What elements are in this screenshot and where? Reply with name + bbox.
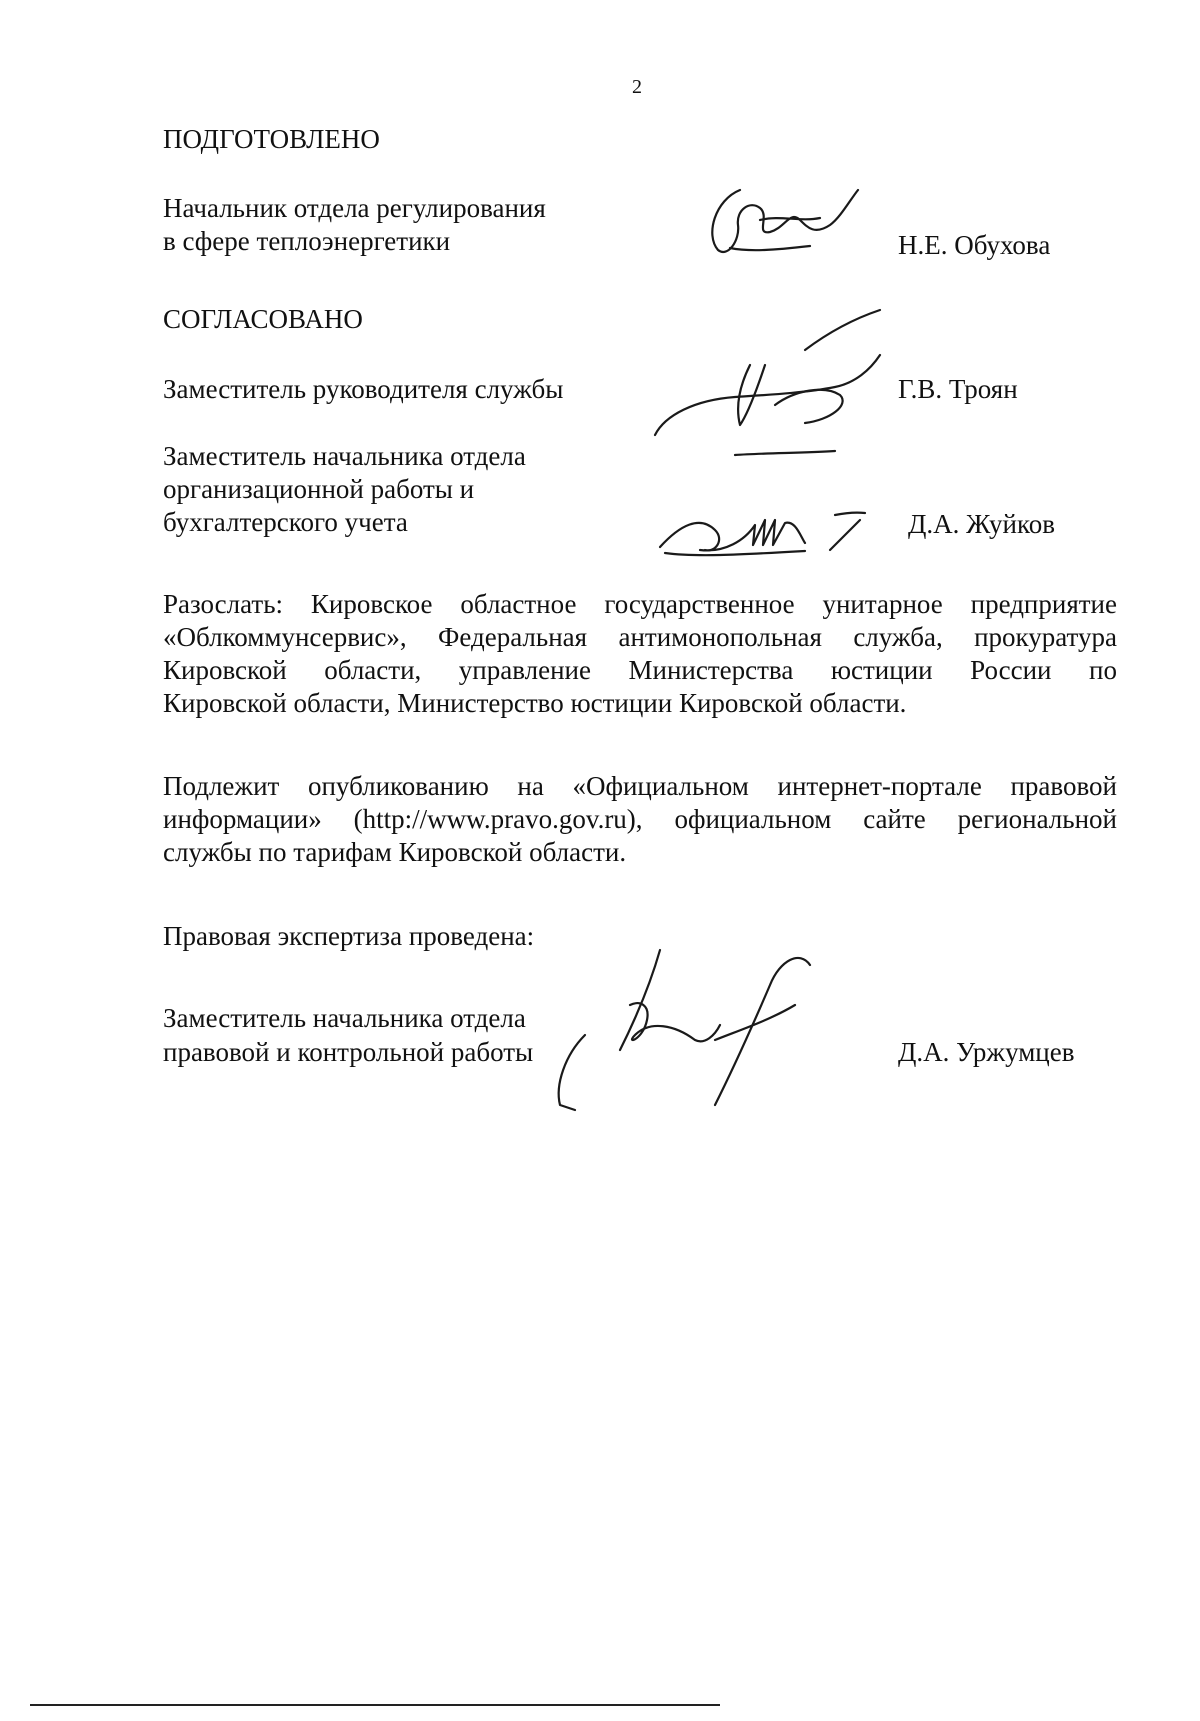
footer-rule: [30, 1704, 720, 1706]
agreed-signer1-position: Заместитель руководителя службы: [163, 374, 564, 404]
page-number: 2: [632, 76, 642, 98]
signature-troyan: [655, 305, 890, 455]
prepared-signer-name: Н.Е. Обухова: [898, 230, 1051, 260]
publication-line: службы по тарифам Кировской области.: [163, 837, 627, 867]
prepared-position-line2: в сфере теплоэнергетики: [163, 226, 451, 256]
publication-paragraph: [163, 770, 1117, 869]
agreed-signer1-name: Г.В. Троян: [898, 374, 1018, 404]
legal-review-signer-name: Д.А. Уржумцев: [898, 1037, 1075, 1067]
legal-review-position-line1: Заместитель начальника отдела: [163, 1003, 526, 1033]
distribution-line: «Облкоммунсервис», Федеральная антимонопольная служба, прокуратура: [163, 622, 1117, 652]
signature-obukhova: [700, 180, 870, 260]
agreed-signer2-position-line2: организационной работы и: [163, 474, 475, 504]
distribution-line: Разослать: Кировское областное государственное унитарное предприятие: [163, 589, 1117, 619]
agreed-signer2-position-line1: Заместитель начальника отдела: [163, 441, 526, 471]
distribution-paragraph: [163, 588, 1117, 720]
prepared-heading: ПОДГОТОВЛЕНО: [163, 124, 380, 154]
agreed-signer2-name: Д.А. Жуйков: [908, 509, 1055, 539]
signature-zhuykov: [655, 495, 880, 560]
signature-urzhumtsev: [555, 945, 825, 1110]
agreed-heading: СОГЛАСОВАНО: [163, 304, 363, 334]
agreed-signer2-position-line3: бухгалтерского учета: [163, 507, 408, 537]
prepared-position-line1: Начальник отдела регулирования: [163, 193, 546, 223]
distribution-line: Кировской области, управление Министерства юстиции России по: [163, 655, 1117, 685]
legal-review-position-line2: правовой и контрольной работы: [163, 1037, 534, 1067]
publication-line: Подлежит опубликованию на «Официальном интернет-портале правовой: [163, 771, 1117, 801]
publication-line: информации» (http://www.pravo.gov.ru), официальном сайте региональной: [163, 804, 1117, 834]
legal-review-heading: Правовая экспертиза проведена:: [163, 921, 535, 951]
distribution-line: Кировской области, Министерство юстиции Кировской области.: [163, 688, 907, 718]
